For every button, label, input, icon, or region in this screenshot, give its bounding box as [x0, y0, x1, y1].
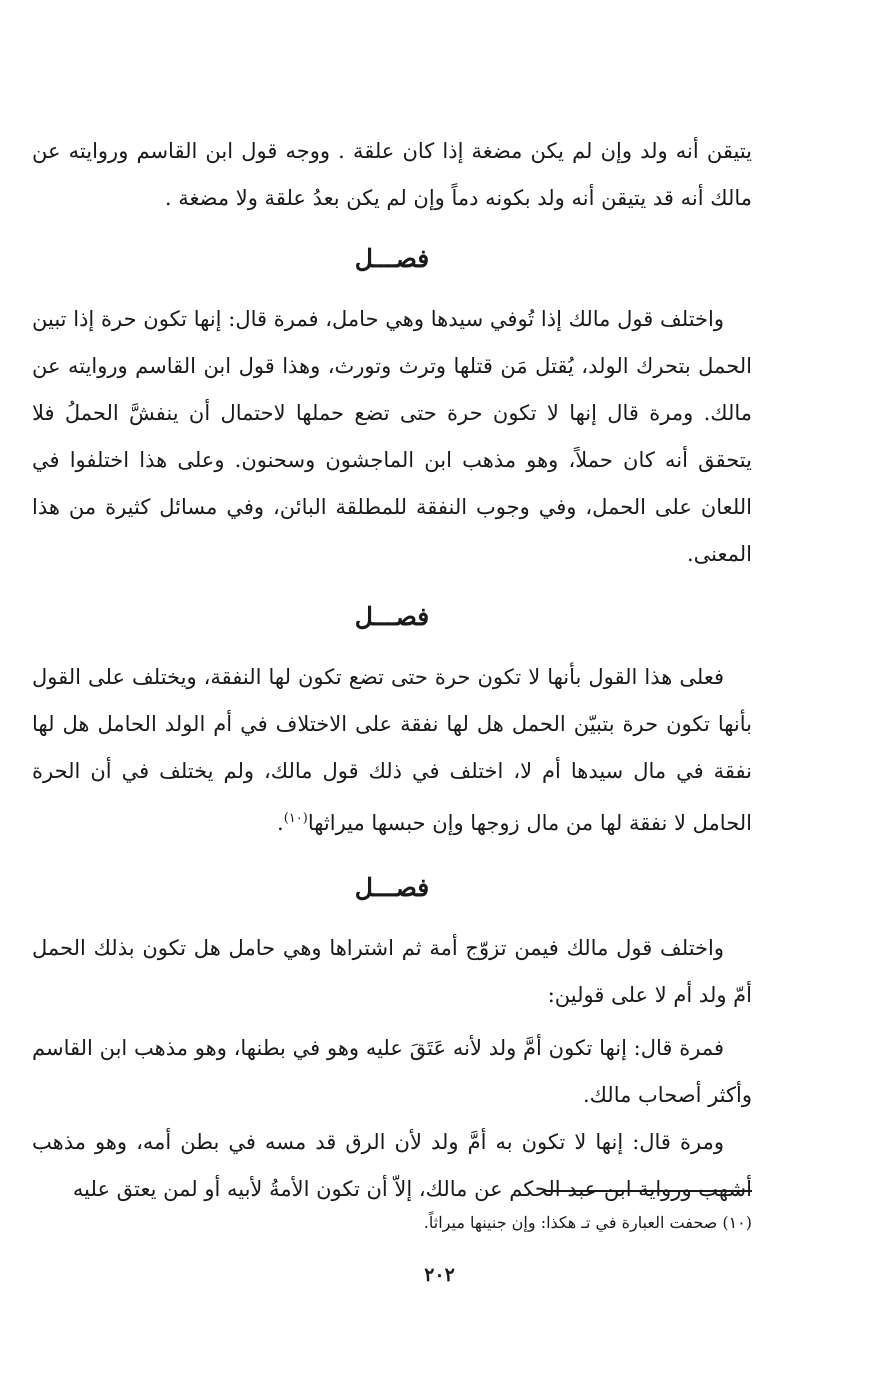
- paragraph-3-text: فعلى هذا القول بأنها لا تكون حرة حتى تضع تكون لها النفقة، ويختلف على القول بأنها تكون حرة بتبيّن الحمل هل لها نفقة على الاختلاف في أم الولد الحامل هل لها نفقة في مال سيدها أم لا، اختلف في ذلك قول مالك، ولم يختلف في أن الحرة الحامل لا نفقة لها من مال زوجها وإن حبسها ميراثها: [32, 665, 752, 835]
- paragraph-4: واختلف قول مالك فيمن تزوّج أمة ثم اشتراها وهي حامل هل تكون بذلك الحمل أمّ ولد أم لا على قولين:: [32, 936, 752, 1007]
- page-body: [32, 128, 752, 1213]
- paragraph-3: [32, 654, 752, 847]
- paragraph-2: واختلف قول مالك إذا تُوفي سيدها وهي حامل، فمرة قال: إنها تكون حرة إذا تبين الحمل بتحرك الولد، يُقتل مَن قتلها وترث وتورث، وهذا قول ابن القاسم وروايته عن مالك. ومرة قال إنها لا تكون حرة حتى تضع حملها لاحتمال أن ينفشَّ الحملُ فلا يتحقق أنه كان حملاً، وهو مذهب ابن الماجشون وسحنون. وعلى هذا اختلفوا في اللعان على الحمل، وفي وجوب النفقة للمطلقة البائن، وفي مسائل كثيرة من هذا المعنى.: [32, 307, 752, 566]
- paragraph-6: ومرة قال: إنها لا تكون به أمَّ ولد لأن الرق قد مسه في بطن أمه، وهو مذهب أشهب ورواية ابن عبد الحكم عن مالك، إلاّ أن تكون الأمةُ لأبيه أو لمن يعتق عليه: [32, 1130, 752, 1201]
- section-heading-3: فصـــل: [354, 873, 430, 902]
- page-number: ٢٠٢: [424, 1264, 455, 1286]
- footnote: (١٠) صحفت العبارة في تـ هكذا: وإن جنينها ميراثاً.: [423, 1213, 752, 1232]
- footnote-divider: [545, 1190, 752, 1192]
- paragraph-3-end: .: [277, 811, 284, 835]
- paragraph-1: يتيقن أنه ولد وإن لم يكن مضغة إذا كان علقة . ووجه قول ابن القاسم وروايته عن مالك أنه قد يتيقن أنه ولد بكونه دماً وإن لم يكن بعدُ علقة ولا مضغة .: [32, 139, 752, 210]
- section-heading-2: فصـــل: [354, 602, 430, 631]
- section-heading-1: فصـــل: [354, 244, 430, 273]
- footnote-reference: (١٠): [283, 811, 308, 826]
- paragraph-5: فمرة قال: إنها تكون أمَّ ولد لأنه عَتَقَ عليه وهو في بطنها، وهو مذهب ابن القاسم وأكثر أصحاب مالك.: [32, 1036, 752, 1107]
